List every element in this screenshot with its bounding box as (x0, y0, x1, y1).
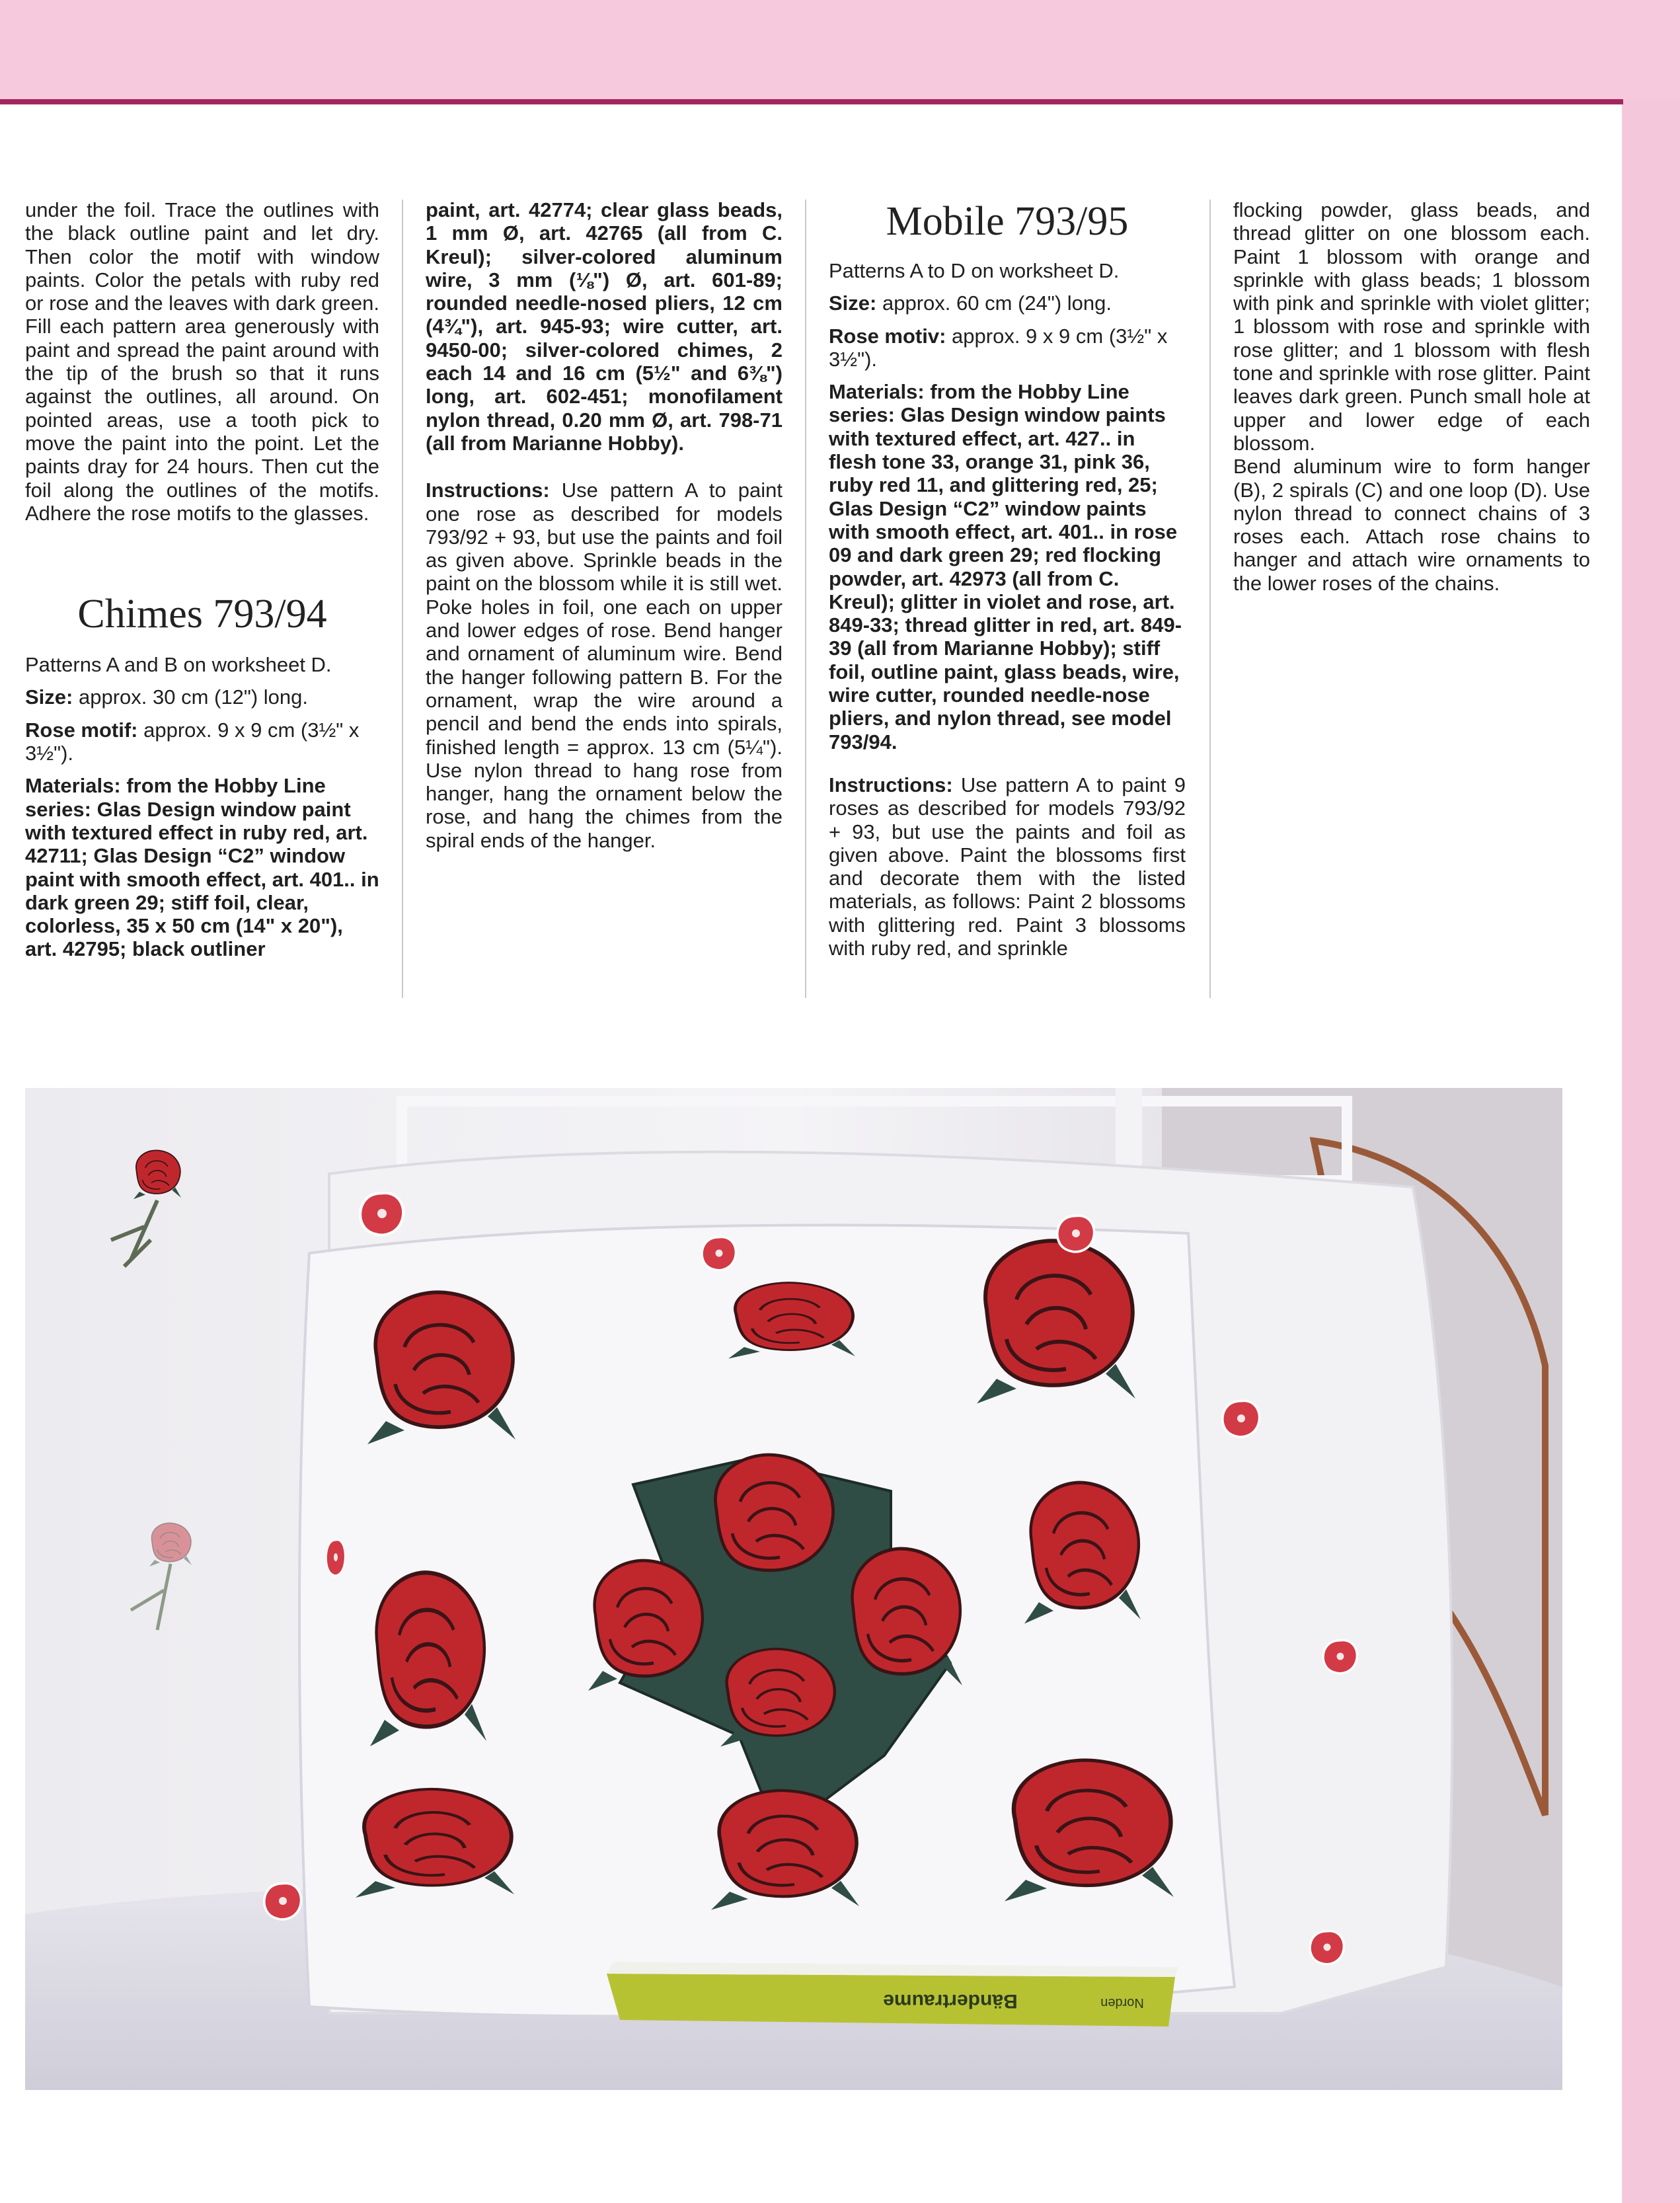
chimes-materials-cont: paint, art. 42774; clear glass beads, 1 mm Ø, art. 42765 (all from C. Kreul); silver-colored aluminum wire, 3 mm (⅛") Ø, art. 601-89; rounded needle-nosed pliers, 12 cm (4¾"), art. 945-93; wire cutter, art. 9450-00; silver-colored chimes, 2 each 14 and 16 cm (5½" and 6⅜") long, art. 602-451; monofilament nylon thread, 0.20 mm Ø, art. 798-71 (all from Marianne Hobby). (426, 198, 783, 455)
pillow-photo-svg (25, 1088, 1562, 2090)
chimes-materials (25, 774, 379, 960)
column-2 (426, 198, 783, 852)
book-title: Bändertraume (883, 1990, 1018, 2012)
instructions-value: Use pattern A to paint one rose as described for models 793/92 + 93, but use the paints and foil as given above. Sprinkle beads in the paint on the blossom while it is still wet. Poke holes in foil, one each on upper and lower edges of rose. Bend hanger and ornament of aluminum wire. Bend the hanger following pattern B. For the ornament, wrap the wire around a pencil and bend the ends into spirals, finished length = approx. 13 cm (5¼"). Use nylon thread to hang rose from hanger, hang the ornament below the rose, and hang the chimes from the spiral ends of the hanger. (426, 479, 783, 852)
column-divider (805, 200, 806, 998)
motiv-label: Rose motiv: (829, 324, 946, 348)
chimes-patterns: Patterns A and B on worksheet D. (25, 653, 332, 677)
materials-value: from the Hobby Line series: Glas Design window paint with textured effect in ruby red, art. 42711; Glas Design “C2” window paint with smooth effect, art. 401.. in dark green 29; stiff foil, clear, colorless, 35 x 50 cm (14" x 20"), art. 42795; black outliner (25, 774, 379, 961)
column-1 (25, 198, 379, 970)
pillow-photo (25, 1088, 1562, 2090)
chimes-size (25, 685, 379, 709)
instructions-label: Instructions: (829, 773, 953, 796)
mobile-instructions-cont: flocking powder, glass beads, and thread glitter on one blossom each. Paint 1 blossom with orange and sprinkle with glass beads; 1 blossom with pink and sprinkle with violet glitter; 1 blossom with rose and sprinkle with rose glitter; and 1 blossom with flesh tone and sprinkle with rose glitter. Paint leaves dark green. Punch small hole at upper and lower edge of each blossom. (1233, 198, 1590, 455)
intro-paragraph: under the foil. Trace the outlines with the black outline paint and let dry. Then color the motif with window paints. Color the petals with ruby red or rose and the leaves with dark green. Fill each pattern area generously with paint and spread the paint around with the tip of the brush so that it runs against the outlines, all around. On pointed areas, use a tooth pick to move the paint into the point. Let the paints dray for 24 hours. Then cut the foil along the outlines of the motifs. Adhere the rose motifs to the glasses. (25, 198, 379, 525)
motif-value: approx. 9 x 9 cm (3½" x 3½"). (25, 718, 360, 765)
column-3 (829, 198, 1186, 960)
mobile-instructions (829, 773, 1186, 960)
header-rule (0, 99, 1623, 104)
instructions-label: Instructions: (426, 479, 550, 502)
book-author: Norden (1100, 1995, 1144, 2010)
chimes-motif (25, 718, 379, 765)
chimes-title: Chimes 793/94 (77, 592, 327, 637)
size-value: approx. 60 cm (24") long. (882, 291, 1112, 315)
materials-label: Materials: (829, 380, 925, 404)
mobile-materials (829, 380, 1186, 754)
mobile-patterns: Patterns A to D on worksheet D. (829, 259, 1120, 282)
motiv-value: approx. 9 x 9 cm (3½" x 3½"). (829, 324, 1168, 371)
mobile-instructions-cont2: Bend aluminum wire to form hanger (B), 2 spirals (C) and one loop (D). Use nylon thread to connect chains of 3 roses each. Attach rose chains to hanger and attach wire ornaments to the lower roses of the chains. (1233, 455, 1590, 595)
size-label: Size: (829, 291, 877, 315)
mobile-motiv (829, 325, 1186, 371)
instructions-value: Use pattern A to paint 9 roses as described for models 793/92 + 93, but use the paints and foil as given above. Paint the blossoms first and decorate them with the listed materials, as follows: Paint 2 blossoms with glittering red. Paint 3 blossoms with ruby red, and sprinkle (829, 773, 1186, 960)
page-edge (1623, 99, 1680, 2203)
materials-label: Materials: (25, 774, 121, 798)
motif-label: Rose motif: (25, 718, 138, 742)
materials-value: from the Hobby Line series: Glas Design window paints with textured effect, art. 427.. in flesh tone 33, orange 31, pink 36, ruby red 11, and glittering red, 25; Glas Design “C2” window paints with smooth effect, art. 401.. in rose 09 and dark green 29; red flocking powder, art. 42973 (all from C. Kreul); glitter in violet and rose, art. 849-33; thread glitter in red, art. 849-39 (all from Marianne Hobby); stiff foil, outline paint, glass beads, wire, wire cutter, rounded needle-nose pliers, and nylon thread, see model 793/94. (829, 380, 1182, 754)
column-4 (1233, 198, 1590, 595)
column-divider (1209, 200, 1211, 998)
mobile-size (829, 291, 1186, 315)
mobile-title: Mobile 793/95 (886, 199, 1129, 244)
size-label: Size: (25, 685, 73, 709)
chimes-instructions (426, 479, 783, 852)
column-divider (402, 200, 403, 998)
size-value: approx. 30 cm (12") long. (78, 685, 308, 709)
